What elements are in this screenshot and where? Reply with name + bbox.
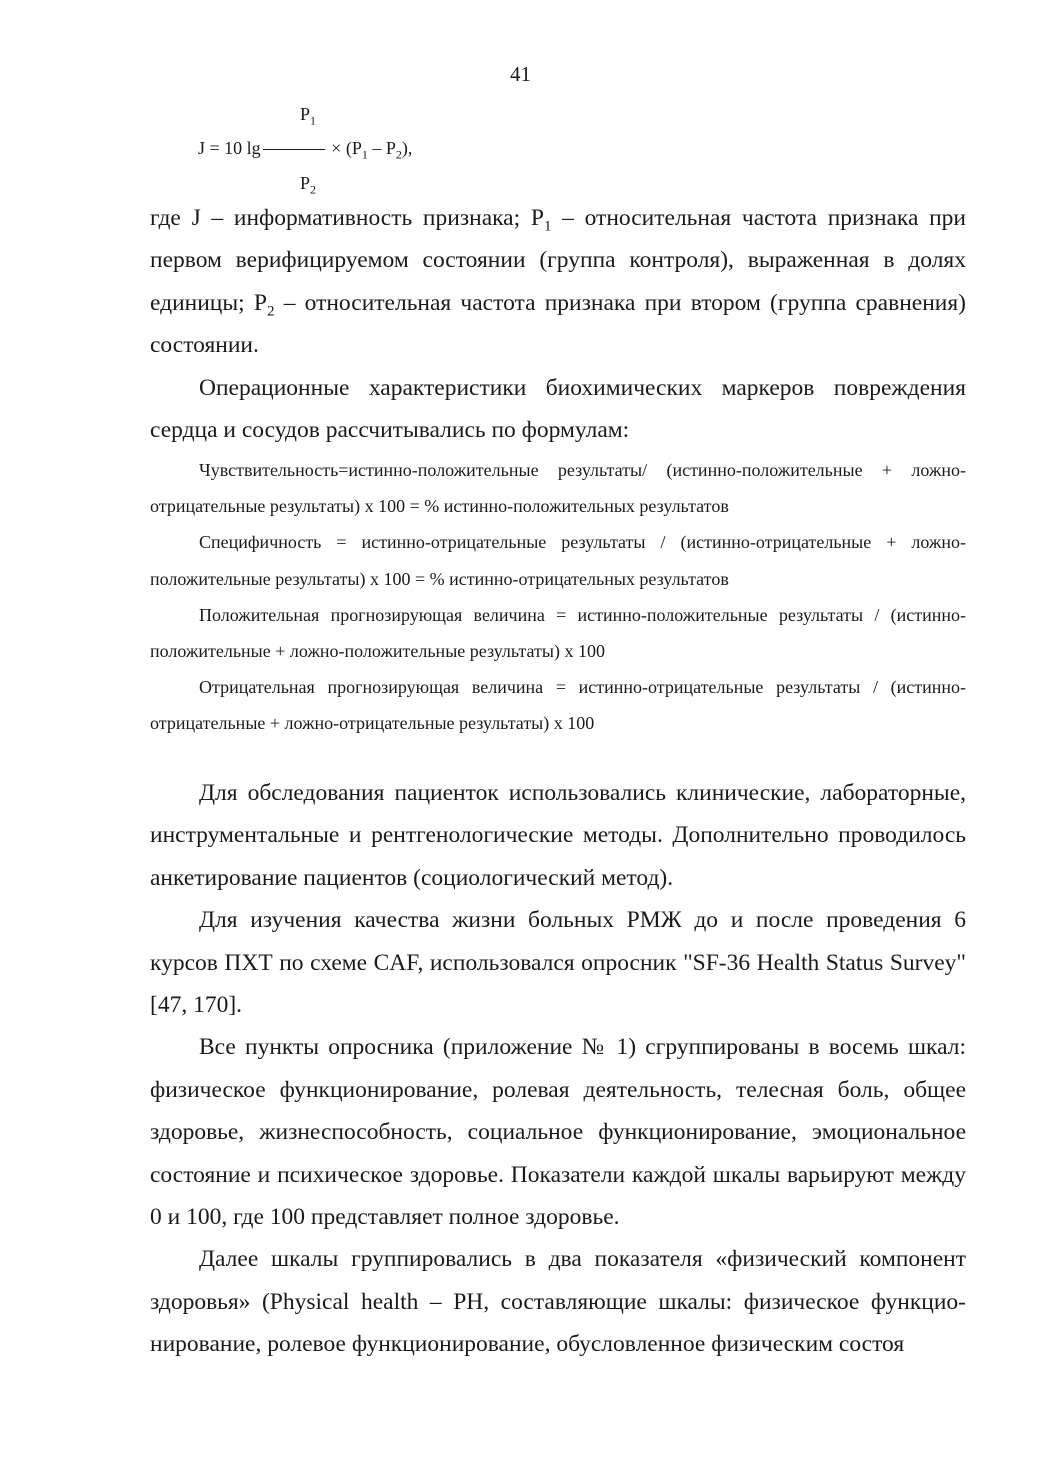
components-paragraph: Далее шкалы группировались в два показателя «физический компонент здоровья» (Physical health – PH, составляющие шкалы: физическое функционирование, ролевое функционирование, обусловленное физическим состоя: [150, 1246, 966, 1358]
body-block: [150, 772, 966, 1366]
operational-characteristics-paragraph: Операционные характеристики биохимических маркеров повреждения сердца и сосудов рассчитывались по формулам:: [150, 374, 966, 444]
quality-of-life-paragraph: Для изучения качества жизни больных РМЖ до и после проведения 6 курсов ПХТ по схеме CAF, использовался опросник "SF-36 Health Status Survey" [47, 170].: [150, 907, 966, 1019]
formula-denominator: $P_2$: [300, 173, 317, 197]
informativeness-formula: [198, 100, 598, 200]
formula-main-line: J = 10 $\lg \times (P_1 - P_2)$,: [198, 138, 413, 162]
page-number: 41: [510, 62, 531, 86]
specificity-definition: Специфичность = истинно-отрицательные результаты / (истинно-отрицательные + ложно-положительные результаты) х 100 = % истинно-отрицательных результатов: [150, 532, 966, 589]
positive-predictive-value-definition: Положительная прогнозирующая величина = истинно-положительные результаты / (истинно-положительные + ложно-положительные результаты) х 100: [150, 604, 966, 662]
sensitivity-definition: Чувствительность=истинно-положительные результаты/ (истинно-положительные + ложно-отрицательные результаты) х 100 = % истинно-положительных результатов: [150, 460, 966, 517]
explanation-block: [150, 197, 966, 451]
methods-paragraph: Для обследования пациенток использовались клинические, лабораторные, инструментальные и рентгенологические методы. Дополнительно проводилось анкетирование пациентов (социологический метод).: [150, 780, 966, 891]
definitions-block: [150, 452, 966, 742]
questionnaire-scales-paragraph: Все пункты опросника (приложение № 1) сгруппированы в восемь шкал: физическое функционирование, ролевая деятельность, телесная боль, общее здоровье, жизнеспособность, социальное функционирование, эмоциональное состояние и психическое здоровье. Показатели каждой шкалы варьируют между 0 и 100, где 100 представляет полное здоровье.: [150, 1034, 966, 1231]
fraction-bar: [263, 149, 325, 150]
formula-explanation: где J – информативность признака; $P_1$ – относительная частота признака при первом верифицируемом состоянии (группа контроля), выраженная в долях единицы; $P_2$ – относительная частота признака при втором (группа сравнения) состоянии.: [150, 205, 966, 359]
formula-numerator: $P_1$: [300, 104, 317, 128]
negative-predictive-value-definition: Отрицательная прогнозирующая величина = истинно-отрицательные результаты / (истинно-отрицательные + ложно-отрицательные результаты) х 100: [150, 677, 966, 734]
